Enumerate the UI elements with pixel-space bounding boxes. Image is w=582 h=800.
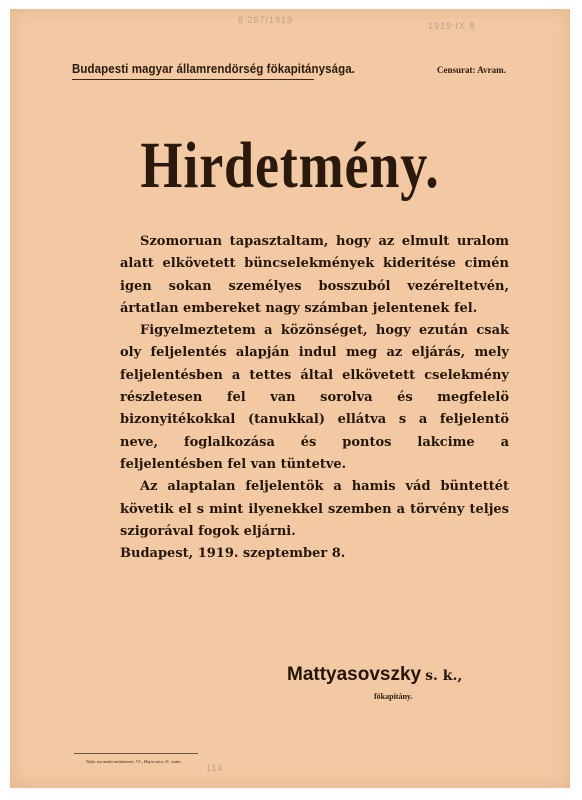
archive-mark: 1919 IX 8	[428, 21, 476, 31]
signature-suffix: s. k.,	[425, 668, 463, 684]
archive-mark: 8 287/1919	[238, 15, 294, 25]
issuer-underline	[72, 79, 314, 80]
page-title: Hirdetmény.	[140, 129, 440, 202]
poster-sheet	[10, 9, 570, 788]
paragraph: Figyelmeztetem a közönséget, hogy ezután csak oly feljelentés alapján indul meg az eljárás, mely feljelentésben a tettes által elkövetett cselekmény részletesen fel van sorolva és megfelelö bizonyitékokkal (tanukkal) ellátva s a feljelentö neve, foglalkozása és pontos lakcime a feljelentésben fel van tüntetve.	[120, 323, 509, 472]
signature-title: fökapitány.	[374, 692, 413, 701]
paragraph: Az alaptalan feljelentök a hamis vád büntettét követik el s mint ilyenekkel szemben a törvény teljes szigorával fogok eljárni.	[120, 479, 509, 539]
printer-line: Nádr. nyomdai müintézete, VI., Hajós-utca 21. szám.	[86, 759, 182, 764]
footer-divider	[74, 753, 198, 754]
notice-body	[120, 231, 509, 565]
signature	[287, 664, 462, 686]
censorship-mark: Censurat: Avram.	[437, 65, 506, 75]
archive-mark: 114	[206, 763, 224, 773]
paragraph: Szomoruan tapasztaltam, hogy az elmult uralom alatt elkövetett büncselekmények kideritése cimén igen sokan személyes bosszuból vezéreltetvén, ártatlan embereket nagy számban jelentenek fel.	[120, 234, 509, 316]
date-line: Budapest, 1919. szeptember 8.	[120, 546, 346, 562]
issuer-heading: Budapesti magyar államrendörség fökapitánysága.	[72, 62, 355, 76]
signature-name: Mattyasovszky	[287, 664, 422, 685]
